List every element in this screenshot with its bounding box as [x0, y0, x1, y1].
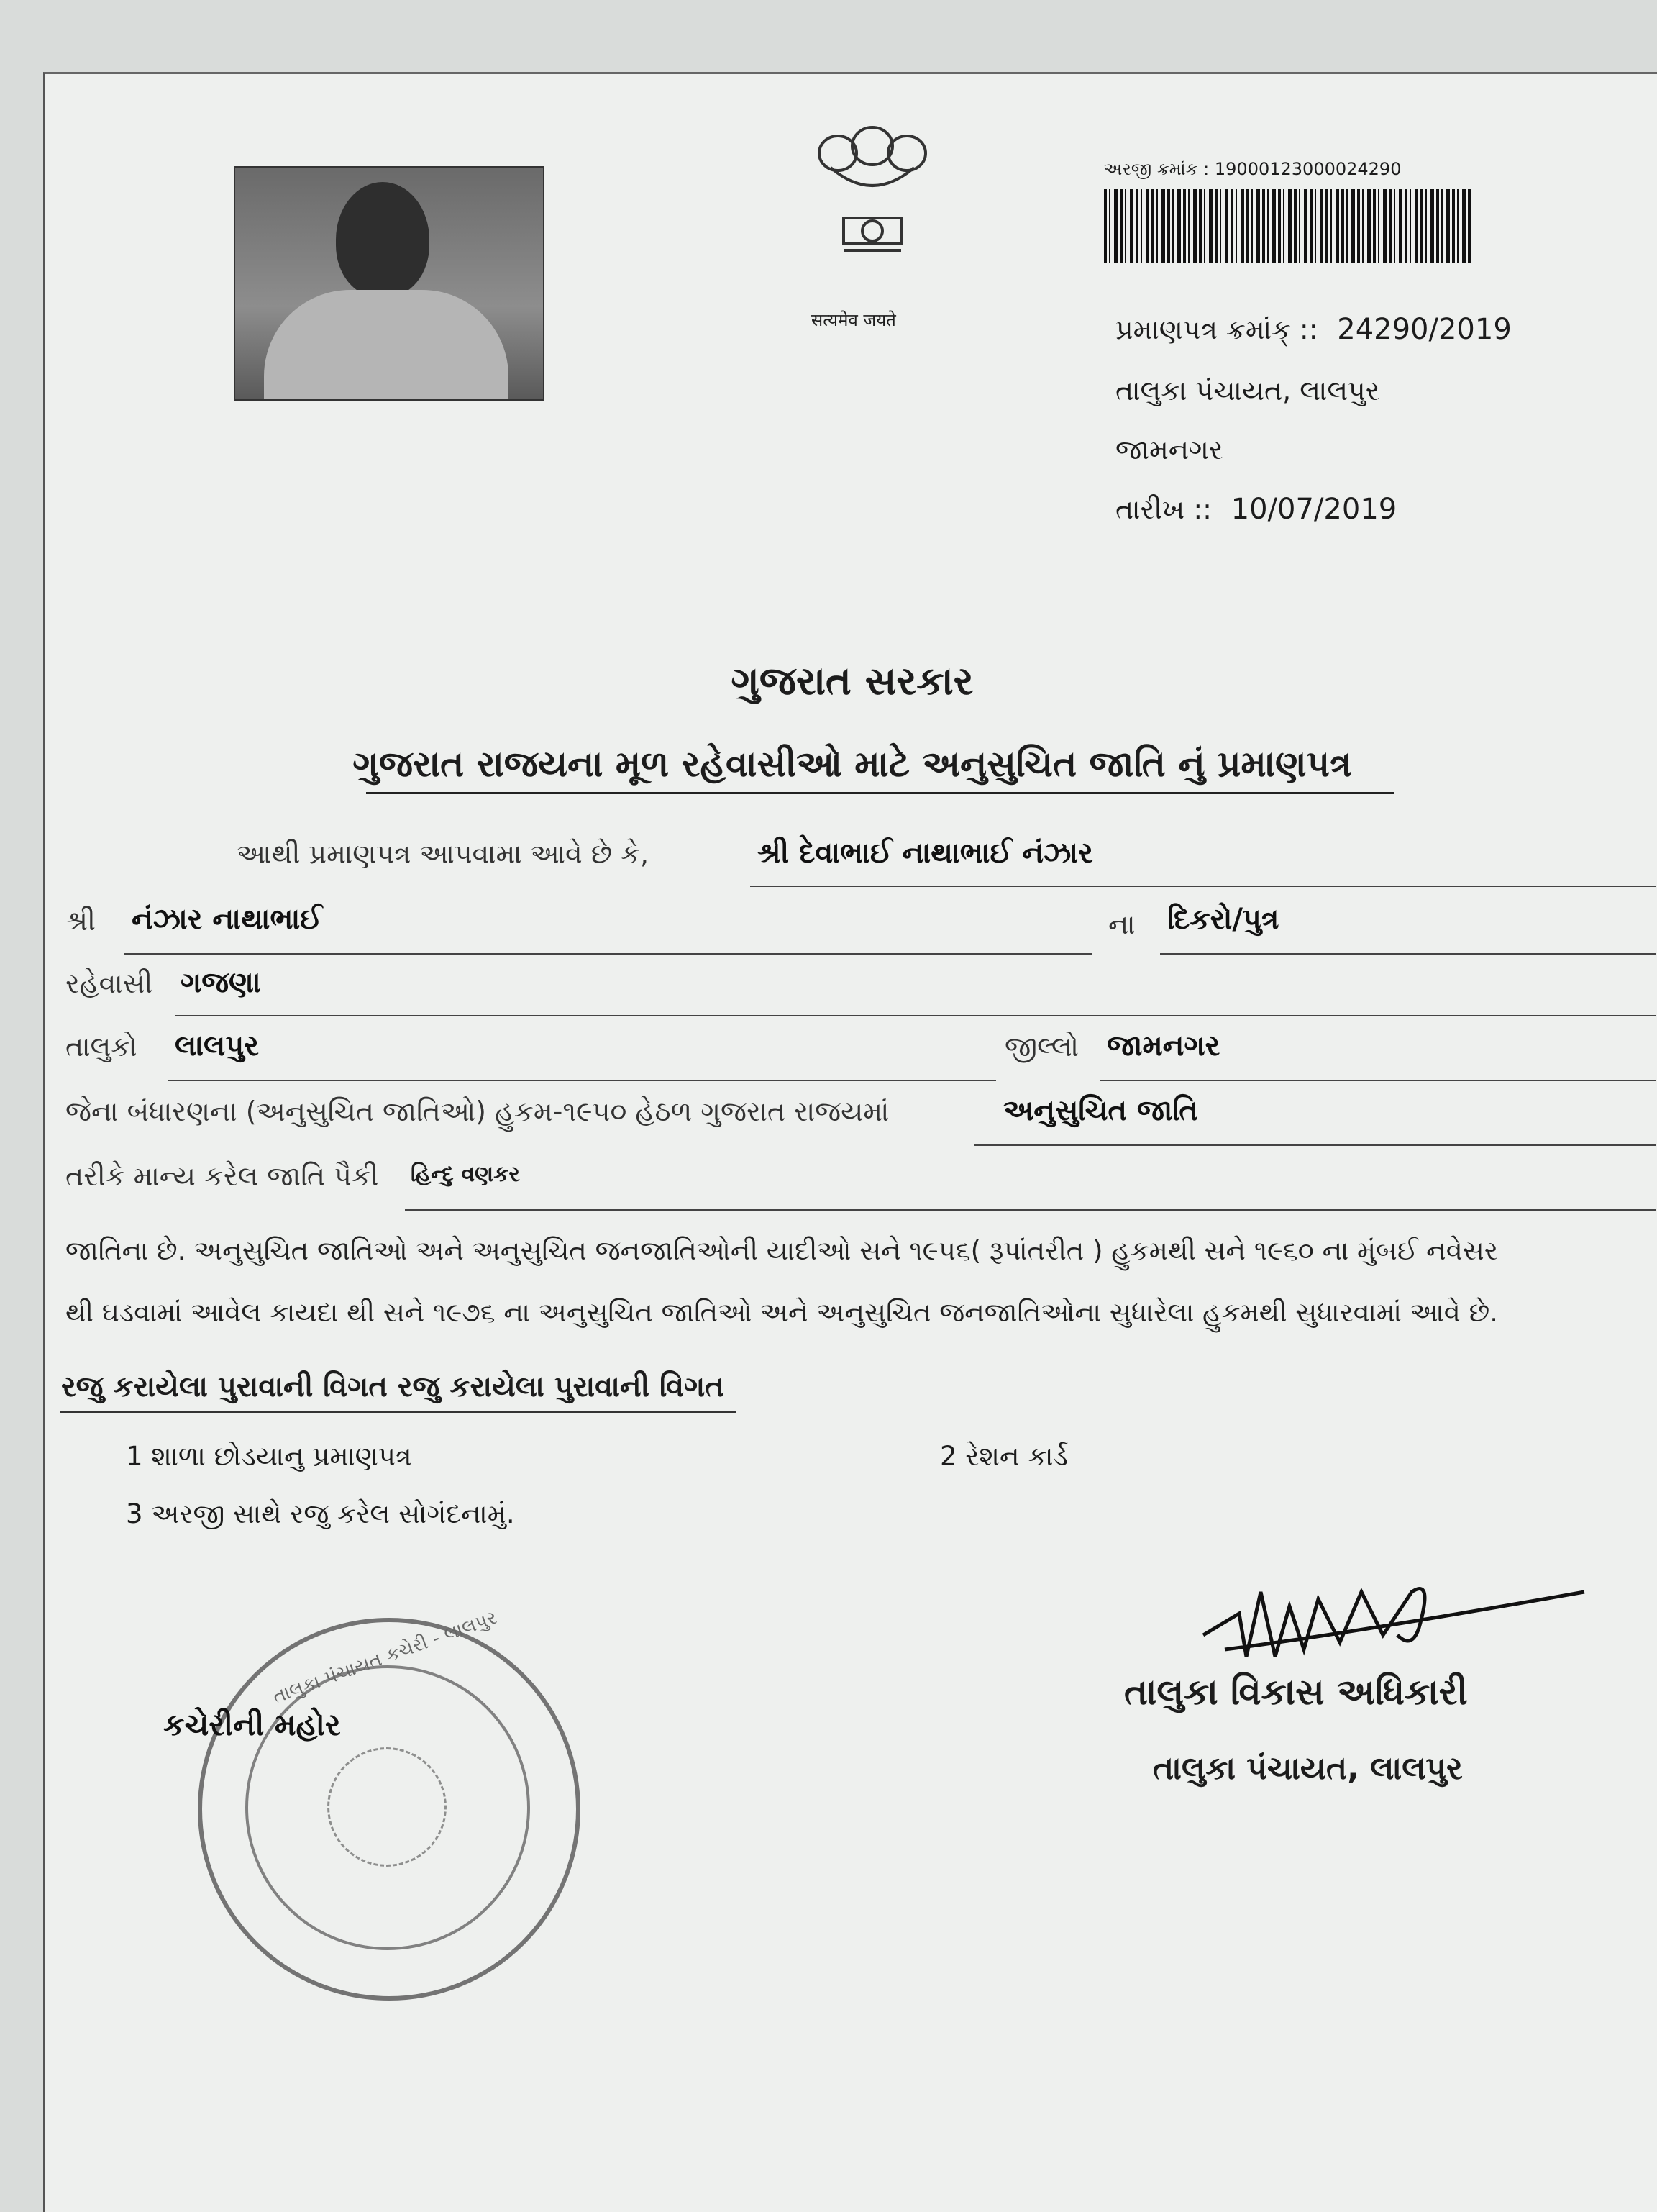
issuing-district: જામનગર [1115, 434, 1223, 465]
district-label: જીલ્લો [1005, 1031, 1079, 1062]
applicant-photo [234, 166, 544, 401]
issue-date: તારીખ :: 10/07/2019 [1115, 493, 1397, 526]
legal-paragraph-line-2: થી ઘડવામાં આવેલ કાયદા થી સને ૧૯૭૬ ના અનુસુચિત જાતિઓ અને અનુસુચિત જનજાતિઓના સુધારેલા હુકમથી સુધારવામાં આવે છે. [65, 1297, 1498, 1328]
caste: હિન્દુ વણકર [411, 1162, 520, 1187]
national-emblem-icon [793, 117, 951, 261]
relation-label: ના [1108, 909, 1136, 940]
residence: ગજણા [181, 966, 261, 999]
evidence-underline [60, 1411, 736, 1413]
certificate-number: પ્રમાણપત્ર ક્રમાંક્ :: 24290/2019 [1115, 313, 1512, 346]
evidence-heading: રજુ કરાયેલા પુરાવાની વિગત રજુ કરાયેલા પુરાવાની વિગત [61, 1370, 724, 1403]
order-label: જેના બંધારણના (અનુસુચિત જાતિઓ) હુકમ-૧૯૫૦ હેઠળ ગુજરાત રાજયમાં [65, 1096, 890, 1127]
residence-label: રહેવાસી [65, 968, 153, 999]
taluka: લાલપુર [175, 1029, 259, 1062]
evidence-item: 3 અરજી સાથે રજુ કરેલ સોગંદનામું. [126, 1498, 515, 1529]
stamp-label: કચેરીની મહોર [163, 1707, 341, 1742]
intro-label: આથી પ્રમાણપત્ર આપવામા આવે છે કે, [237, 838, 649, 870]
issuing-office: તાલુકા પંચાયત, લાલપુર [1115, 375, 1380, 406]
signatory-title: તાલુકા વિકાસ અધિકારી [1124, 1671, 1468, 1713]
taluka-label: તાલુકો [65, 1031, 137, 1062]
father-prefix: શ્રી [65, 905, 96, 937]
emblem-motto: सत्यमेव जयते [811, 310, 896, 330]
evidence-item: 1 શાળા છોડયાનુ પ્રમાણપત્ર [126, 1441, 412, 1472]
evidence-item: 2 રેશન કાર્ડ [940, 1441, 1068, 1472]
certificate-sheet [43, 72, 1657, 2212]
district: જામનગર [1107, 1029, 1220, 1062]
holder-name: શ્રી દેવાભાઈ નાથાભાઈ નંઝાર [757, 837, 1093, 870]
signature [1196, 1549, 1599, 1678]
office-stamp: તાલુકા પંચાયત કચેરી - લાલપુર [198, 1618, 580, 2001]
legal-paragraph-line-1: જાતિના છે. અનુસુચિત જાતિઓ અને અનુસુચિત જનજાતિઓની યાદીઓ સને ૧૯૫૬( રૂપાંતરીત ) હુકમથી સને ૧૯૬૦ ના મુંબઈ નવેસર [65, 1235, 1498, 1266]
signatory-office: તાલુકા પંચાયત, લાલપુર [1153, 1750, 1463, 1787]
recognized-label: તરીકે માન્ય કરેલ જાતિ પૈકી [65, 1160, 379, 1192]
father-name: નંઝાર નાથાભાઈ [132, 903, 323, 936]
government-title: ગુજરાત સરકાર [731, 658, 974, 704]
certificate-title: ગુજરાત રાજયના મૂળ રહેવાસીઓ માટે અનુસુચિત જાતિ નું પ્રમાણપત્ર [352, 743, 1352, 785]
category: અનુસુચિત જાતિ [1003, 1094, 1198, 1127]
title-underline [366, 792, 1394, 794]
application-number: અરજી ક્રમાંક : 19000123000024290 [1104, 159, 1402, 179]
barcode [1104, 189, 1471, 263]
relation: દિકરો/પુત્ર [1167, 903, 1279, 936]
